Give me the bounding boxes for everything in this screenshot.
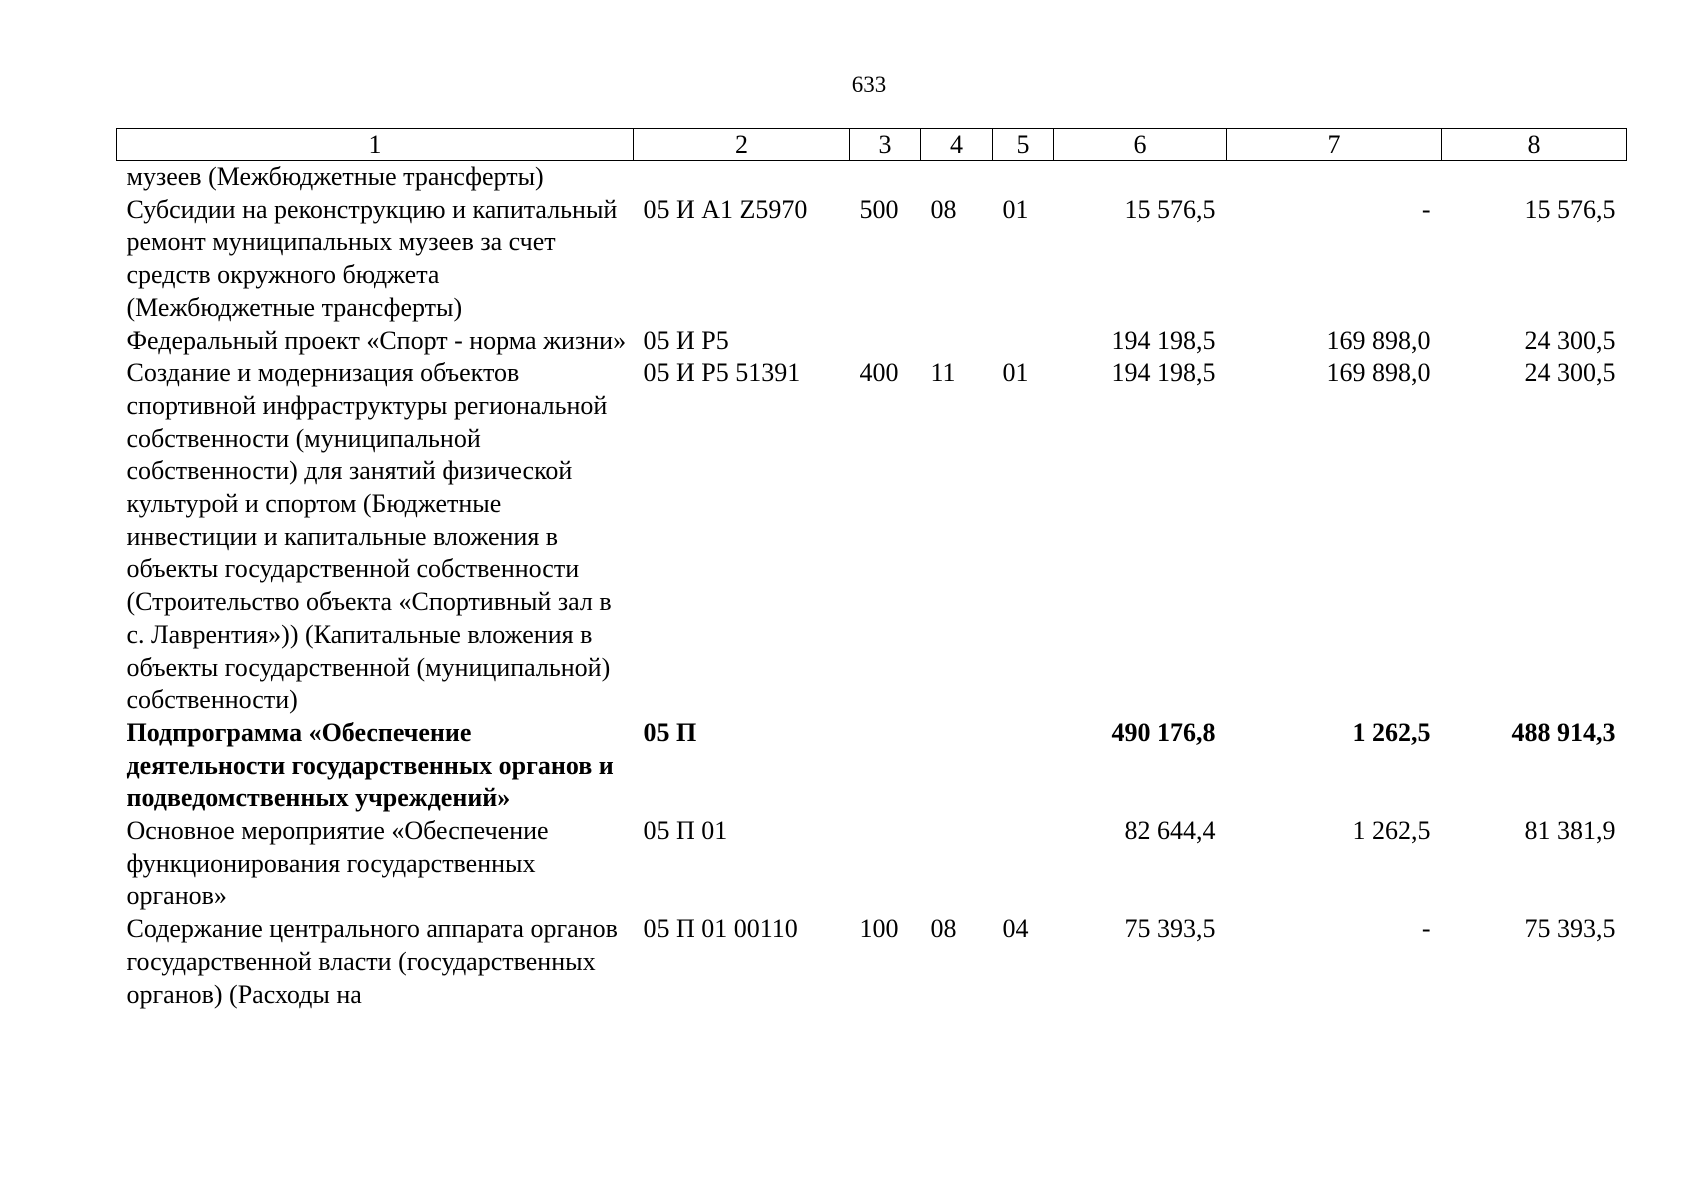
row-federal: - <box>1421 194 1431 224</box>
row-section <box>921 161 993 194</box>
row-subsection <box>993 325 1054 358</box>
row-section <box>921 325 993 358</box>
row-name: Содержание центрального аппарата органов государственной власти (государственных органов) (Расходы на <box>126 914 618 1009</box>
row-district: 75 393,5 <box>1524 914 1616 944</box>
row-subsection <box>993 717 1054 815</box>
column-header-1: 1 <box>117 129 634 161</box>
table-row <box>117 161 1627 194</box>
row-federal: 1 262,5 <box>1352 816 1431 846</box>
column-header-7: 7 <box>1227 129 1442 161</box>
row-total: 82 644,4 <box>1124 816 1216 846</box>
row-section: 08 <box>930 194 957 224</box>
row-code: 05 П 01 <box>643 816 728 846</box>
column-header-3: 3 <box>850 129 921 161</box>
row-name: Основное мероприятие «Обеспечение функционирования государственных органов» <box>126 816 549 911</box>
row-district: 24 300,5 <box>1524 358 1616 388</box>
column-header-8: 8 <box>1442 129 1627 161</box>
row-code: 05 И Р5 51391 <box>643 358 801 388</box>
column-header-2: 2 <box>634 129 850 161</box>
row-total: 490 176,8 <box>1111 717 1216 747</box>
row-subsection: 01 <box>1002 194 1029 224</box>
table-row <box>117 357 1627 717</box>
row-federal: 1 262,5 <box>1352 717 1431 747</box>
row-name: Федеральный проект «Спорт - норма жизни» <box>126 325 627 355</box>
row-subsection: 01 <box>1002 358 1029 388</box>
row-expense-type: 400 <box>859 358 899 388</box>
row-expense-type: 500 <box>859 194 899 224</box>
row-expense-type <box>850 717 921 815</box>
header-row <box>117 129 1627 161</box>
row-code: 05 П 01 00110 <box>643 914 798 944</box>
row-federal: 169 898,0 <box>1326 358 1431 388</box>
budget-table <box>116 128 1627 1011</box>
column-header-5: 5 <box>993 129 1054 161</box>
row-total: 194 198,5 <box>1111 358 1216 388</box>
page-number: 633 <box>851 72 887 97</box>
row-district: 24 300,5 <box>1524 325 1616 355</box>
row-name: Создание и модернизация объектов спортивной инфраструктуры региональной собственности (муниципальной собственности) для занятий физической культурой и спортом (Бюджетные инвестиции и капитальные вложения в объекты государственной собственности (Строительство объекта «Спортивный зал в с. Лаврентия»)) (Капитальные вложения в объекты государственной (муниципальной) собственности) <box>126 358 612 715</box>
row-code <box>634 161 850 194</box>
row-total: 15 576,5 <box>1124 194 1216 224</box>
row-code: 05 П <box>643 717 697 747</box>
row-total <box>1054 161 1227 194</box>
row-district <box>1442 161 1627 194</box>
table-row <box>117 717 1627 815</box>
row-expense-type <box>850 161 921 194</box>
row-subsection <box>993 161 1054 194</box>
table-row <box>117 815 1627 913</box>
row-section <box>921 717 993 815</box>
table-header <box>117 129 1627 161</box>
row-expense-type: 100 <box>859 914 899 944</box>
row-federal: - <box>1421 914 1431 944</box>
row-subsection <box>993 815 1054 913</box>
column-header-6: 6 <box>1054 129 1227 161</box>
row-federal <box>1227 161 1442 194</box>
row-section: 08 <box>930 914 957 944</box>
row-code: 05 И Р5 <box>643 325 729 355</box>
table-body <box>117 161 1627 1012</box>
row-total: 75 393,5 <box>1124 914 1216 944</box>
row-district: 81 381,9 <box>1524 816 1616 846</box>
row-federal: 169 898,0 <box>1326 325 1431 355</box>
row-section: 11 <box>930 358 956 388</box>
row-code: 05 И А1 Z5970 <box>643 194 808 224</box>
table-row <box>117 913 1627 1011</box>
row-name: Субсидии на реконструкцию и капитальный ремонт муниципальных музеев за счет средств окружного бюджета (Межбюджетные трансферты) <box>126 194 618 322</box>
row-section <box>921 815 993 913</box>
column-header-4: 4 <box>921 129 993 161</box>
row-name: Подпрограмма «Обеспечение деятельности государственных органов и подведомственных учреждений» <box>126 717 614 813</box>
row-expense-type <box>850 815 921 913</box>
row-total: 194 198,5 <box>1111 325 1216 355</box>
table-row <box>117 325 1627 358</box>
row-name: музеев (Межбюджетные трансферты) <box>126 162 544 191</box>
row-expense-type <box>850 325 921 358</box>
row-district: 15 576,5 <box>1524 194 1616 224</box>
table-row <box>117 194 1627 325</box>
row-district: 488 914,3 <box>1511 717 1616 747</box>
row-subsection: 04 <box>1002 914 1029 944</box>
